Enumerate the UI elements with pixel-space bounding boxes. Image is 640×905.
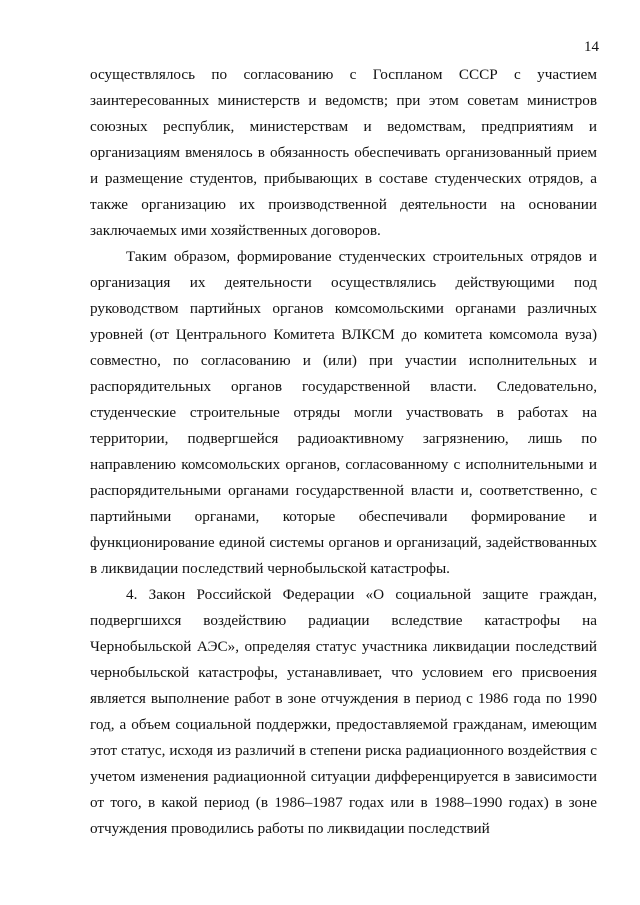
paragraph-conclusion: Таким образом, формирование студенческих строительных отрядов и организация их деятельности осуществлялись действующими под руководством партийных органов комсомольскими органами различных уровней (от Центрального Комитета ВЛКСМ до комитета комсомола вуза) совместно, по согласованию и (или) при участии исполнительных и распорядительных органов государственной власти. Следовательно, студенческие строительные отряды могли участвовать в работах на территории, подвергшейся радиоактивному загрязнению, лишь по направлению комсомольских органов, согласованному с исполнительными и распорядительными органами государственной власти и, соответственно, с партийными органами, которые обеспечивали формирование и функционирование единой системы органов и организаций, задействованных в ликвидации последствий чернобыльской катастрофы. <box>90 248 597 577</box>
document-body <box>90 62 597 842</box>
page-number: 14 <box>584 39 599 55</box>
paragraph-continuation: осуществлялось по согласованию с Госпланом СССР с участием заинтересованных министерств и ведомств; при этом советам министров союзных республик, министерствам и ведомствам, предприятиям и организациям вменялось в обязанность обеспечивать организованный прием и размещение студентов, прибывающих в составе студенческих отрядов, а также организацию их производственной деятельности на основании заключаемых ими хозяйственных договоров. <box>90 66 597 239</box>
paragraph-item-4: 4. Закон Российской Федерации «О социальной защите граждан, подвергшихся воздействию радиации вследствие катастрофы на Чернобыльской АЭС», определяя статус участника ликвидации последствий чернобыльской катастрофы, устанавливает, что условием его присвоения является выполнение работ в зоне отчуждения в период с 1986 года по 1990 год, а объем социальной поддержки, предоставляемой гражданам, имеющим этот статус, исходя из различий в степени риска радиационного воздействия с учетом изменения радиационной ситуации дифференцируется в зависимости от того, в какой период (в 1986–1987 годах или в 1988–1990 годах) в зоне отчуждения проводились работы по ликвидации последствий <box>90 586 597 837</box>
